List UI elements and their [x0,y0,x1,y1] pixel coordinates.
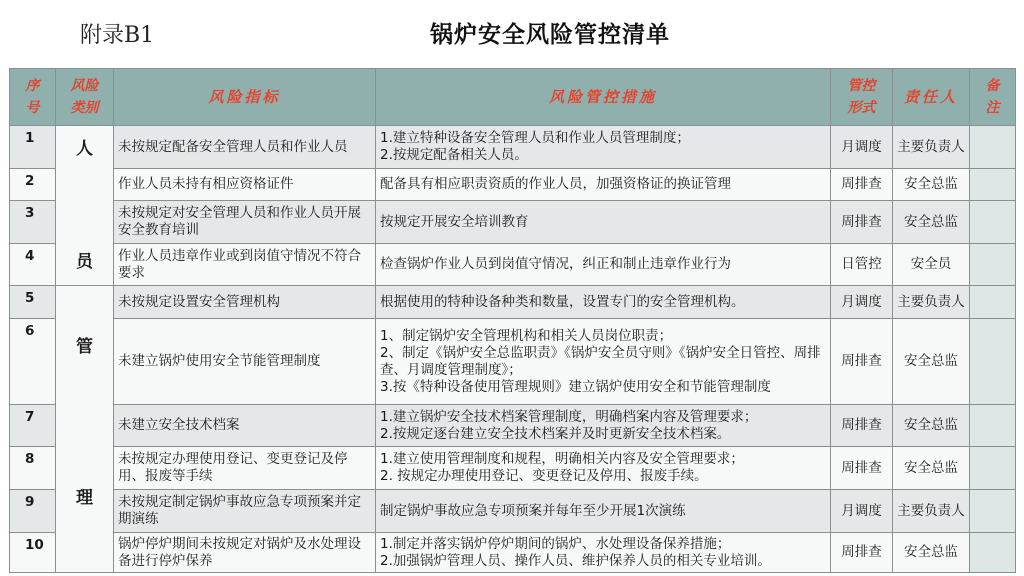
control-measures: 制定锅炉事故应急专项预案并每年至少开展1次演练 [376,490,831,533]
risk-indicator: 未按规定对安全管理人员和作业人员开展安全教育培训 [114,201,376,244]
category-personnel: 人 员 [56,126,114,286]
row-number: 2 [10,169,56,201]
control-form: 周排查 [831,169,893,201]
owner: 主要负责人 [893,126,970,169]
control-form: 周排查 [831,319,893,405]
risk-indicator: 未按规定配备安全管理人员和作业人员 [114,126,376,169]
header-remark: 备 注 [970,69,1016,126]
table-row [10,405,1016,447]
control-measures: 配备具有相应职责资质的作业人员，加强资格证的换证管理 [376,169,831,201]
owner: 安全员 [893,244,970,286]
risk-indicator: 作业人员未持有相应资格证件 [114,169,376,201]
control-form: 日管控 [831,244,893,286]
row-number: 10 [10,533,56,573]
control-form: 周排查 [831,447,893,490]
header-indicator: 风险指标 [114,69,376,126]
control-measures: 1、制定锅炉安全管理机构和相关人员岗位职责； 2、制定《锅炉安全总监职责》《锅炉安全员守则》《锅炉安全日管控、周排查、月调度管理制度》； 3.按《特种设备使用管理规则》建立锅炉使用安全和节能管理制度 [376,319,831,405]
control-form: 周排查 [831,533,893,573]
header-form: 管控 形式 [831,69,893,126]
header-category: 风险 类别 [56,69,114,126]
table-row [10,244,1016,286]
risk-control-table [9,68,1016,573]
owner: 安全总监 [893,201,970,244]
control-measures: 按规定开展安全培训教育 [376,201,831,244]
risk-indicator: 未按规定设置安全管理机构 [114,286,376,319]
row-number: 6 [10,319,56,405]
control-form: 月调度 [831,490,893,533]
owner: 安全总监 [893,447,970,490]
table-header-row [10,69,1016,126]
control-form: 周排查 [831,201,893,244]
category-management: 管 理 [56,286,114,573]
risk-indicator: 未按规定办理使用登记、变更登记及停用、报废等手续 [114,447,376,490]
remark-cell [970,169,1016,201]
table-row [10,201,1016,244]
table-row [10,533,1016,573]
owner: 主要负责人 [893,286,970,319]
remark-cell [970,533,1016,573]
row-number: 5 [10,286,56,319]
owner: 安全总监 [893,169,970,201]
table-row [10,286,1016,319]
header-owner: 责任人 [893,69,970,126]
remark-cell [970,490,1016,533]
control-form: 周排查 [831,405,893,447]
control-measures: 1.制定并落实锅炉停炉期间的锅炉、水处理设备保养措施； 2.加强锅炉管理人员、操作人员、维护保养人员的相关专业培训。 [376,533,831,573]
risk-indicator: 未建立安全技术档案 [114,405,376,447]
page-title: 锅炉安全风险管控清单 [430,22,670,48]
table-row [10,447,1016,490]
row-number: 7 [10,405,56,447]
row-number: 4 [10,244,56,286]
control-measures: 根据使用的特种设备种类和数量，设置专门的安全管理机构。 [376,286,831,319]
header-measures: 风险管控措施 [376,69,831,126]
remark-cell [970,126,1016,169]
appendix-label: 附录B1 [80,23,155,48]
row-number: 9 [10,490,56,533]
row-number: 1 [10,126,56,169]
owner: 安全总监 [893,319,970,405]
table-row [10,490,1016,533]
remark-cell [970,201,1016,244]
remark-cell [970,447,1016,490]
remark-cell [970,286,1016,319]
risk-indicator: 作业人员违章作业或到岗值守情况不符合要求 [114,244,376,286]
remark-cell [970,244,1016,286]
remark-cell [970,405,1016,447]
row-number: 3 [10,201,56,244]
row-number: 8 [10,447,56,490]
owner: 安全总监 [893,405,970,447]
control-measures: 检查锅炉作业人员到岗值守情况，纠正和制止违章作业行为 [376,244,831,286]
risk-indicator: 未建立锅炉使用安全节能管理制度 [114,319,376,405]
header-seq: 序 号 [10,69,56,126]
control-form: 月调度 [831,126,893,169]
table-row [10,169,1016,201]
control-measures: 1.建立锅炉安全技术档案管理制度，明确档案内容及管理要求； 2.按规定逐台建立安全技术档案并及时更新安全技术档案。 [376,405,831,447]
table-row [10,319,1016,405]
owner: 安全总监 [893,533,970,573]
owner: 主要负责人 [893,490,970,533]
control-form: 月调度 [831,286,893,319]
risk-indicator: 未按规定制定锅炉事故应急专项预案并定期演练 [114,490,376,533]
control-measures: 1.建立使用管理制度和规程，明确相关内容及安全管理要求； 2. 按规定办理使用登记、变更登记及停用、报废手续。 [376,447,831,490]
table-row [10,126,1016,169]
control-measures: 1.建立特种设备安全管理人员和作业人员管理制度； 2.按规定配备相关人员。 [376,126,831,169]
risk-indicator: 锅炉停炉期间未按规定对锅炉及水处理设备进行停炉保养 [114,533,376,573]
remark-cell [970,319,1016,405]
